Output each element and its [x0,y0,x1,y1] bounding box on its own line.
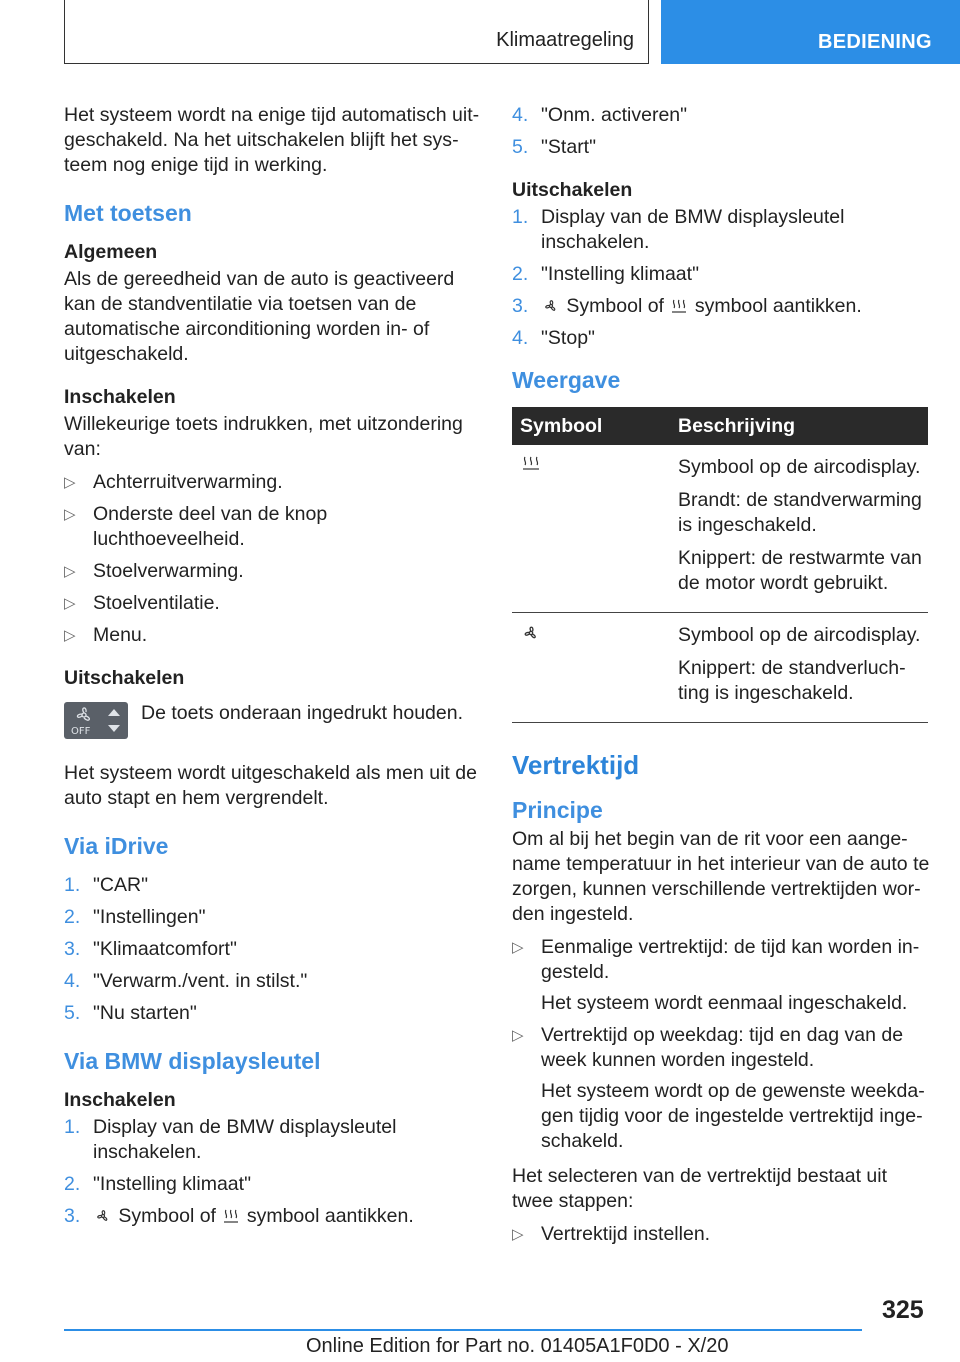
uitschakelen-paragraph: De toets onderaan ingedrukt houden. [141,702,463,724]
steps-list [512,1222,930,1247]
heading-via-idrive: Via iDrive [64,833,169,859]
key-steps [64,1115,482,1229]
chapter-title: Klimaatregeling [496,29,634,51]
steps-paragraph: Het selecteren van de vertrektijd bestaat uit twee stappen: [512,1165,888,1212]
list-item: ▷ Eenmalige vertrektijd: de tijd kan worden ingesteld. Het systeem wordt eenmaal ingeschakeld. [512,935,930,1016]
ventilation-icon [541,297,561,315]
principe-paragraph: Om al bij het begin van de rit voor een aangename temperatuur in het interieur van de auto te zorgen, kunnen verschillende vertrektijden worden ingesteld. [512,828,930,925]
vertrektijd-list [512,935,930,1154]
heating-icon [221,1207,241,1225]
list-item: 3. "Klimaatcomfort" [64,938,237,960]
heading-vertrektijd: Vertrektijd [512,750,640,780]
list-item: ▷ Vertrektijd instellen. [512,1222,930,1247]
page-number: 325 [882,1296,924,1324]
list-item: ▷ Vertrektijd op weekdag: tijd en dag van de week kunnen worden ingesteld. Het systeem wordt op de gewenste weekdagen tijdig voor de ingestelde vertrektijd ingeschakeld. [512,1023,930,1154]
key-steps-continued [512,103,930,160]
heading-inschakelen: Inschakelen [64,386,176,408]
footer-divider [64,1329,862,1331]
uitschakelen-note: Het systeem wordt uitgeschakeld als men uit de auto stapt en hem vergrendelt. [64,762,477,809]
right-column [512,103,930,1257]
section-title: BEDIENING [818,31,932,53]
header-chapter-box [64,0,649,64]
footer-edition: Online Edition for Part no. 01405A1F0D0 - X/20 [306,1335,729,1357]
exception-list [64,470,482,648]
off-button-row [64,701,482,751]
ventilation-icon [520,623,542,643]
list-item: ▷ Stoelverwarming. [64,559,482,584]
list-item: ▷ Achterruitverwarming. [64,470,482,495]
list-item: 5. "Nu starten" [64,1002,197,1024]
fan-off-button-image [64,702,128,739]
key-off-steps [512,205,930,351]
list-item: 3. Symbool of symbool aantikken. [64,1205,414,1227]
list-item: 4. "Stop" [512,327,595,349]
heating-icon [669,297,689,315]
list-item: 2. "Instelling klimaat" [64,1173,251,1195]
table-header-symbool: Symbool [512,407,670,445]
left-column [64,103,482,1239]
list-item: 1. Display van de BMW displaysleutel inschakelen. [64,1116,397,1163]
heading-weergave: Weergave [512,367,621,393]
list-item: ▷ Onderste deel van de knop luchthoeveelheid. [64,502,482,552]
list-item: 4. "Verwarm./vent. in stilst." [64,970,308,992]
table-row: Symbool op de aircodisplay. Brandt: de standverwarming is ingeschakeld. Knippert: de restwarmte van de motor wordt gebruikt. [512,445,928,613]
list-item: 1. Display van de BMW displaysleutel inschakelen. [512,206,845,253]
heading-uitschakelen-key: Uitschakelen [512,179,633,201]
list-item: ▷ Menu. [64,623,482,648]
heading-uitschakelen: Uitschakelen [64,667,185,689]
list-item: 1. "CAR" [64,874,149,896]
idrive-steps [64,873,482,1026]
table-header-beschrijving: Beschrijving [670,407,928,445]
heading-via-displaysleutel: Via BMW displaysleutel [64,1048,321,1074]
ventilation-icon [93,1207,113,1225]
off-label: OFF [71,726,91,737]
heading-algemeen: Algemeen [64,241,158,263]
list-item: 2. "Instellingen" [64,906,206,928]
heading-inschakelen-key: Inschakelen [64,1089,176,1111]
table-row: Symbool op de aircodisplay. Knippert: de standverluchting is ingeschakeld. [512,613,928,723]
inschakelen-paragraph: Willekeurige toets indrukken, met uitzondering van: [64,413,463,460]
intro-paragraph: Het systeem wordt na enige tijd automatisch uitgeschakeld. Na het uitschakelen blijft het systeem nog enige tijd in werking. [64,104,480,176]
list-item: 2. "Instelling klimaat" [512,263,699,285]
list-item: 5. "Start" [512,136,597,158]
heading-met-toetsen: Met toetsen [64,200,192,226]
list-item: 3. Symbool of symbool aantikken. [512,295,862,317]
symbol-table [512,407,928,723]
heading-principe: Principe [512,797,603,823]
fan-icon [64,702,128,739]
list-item: ▷ Stoelventilatie. [64,591,482,616]
heating-icon [520,455,542,475]
algemeen-paragraph: Als de gereedheid van de auto is geactiveerd kan de standventilatie via toetsen van de automatische airconditioning worden in- of uitgeschakeld. [64,268,455,365]
list-item: 4. "Onm. activeren" [512,104,688,126]
header-section-box [661,0,960,64]
